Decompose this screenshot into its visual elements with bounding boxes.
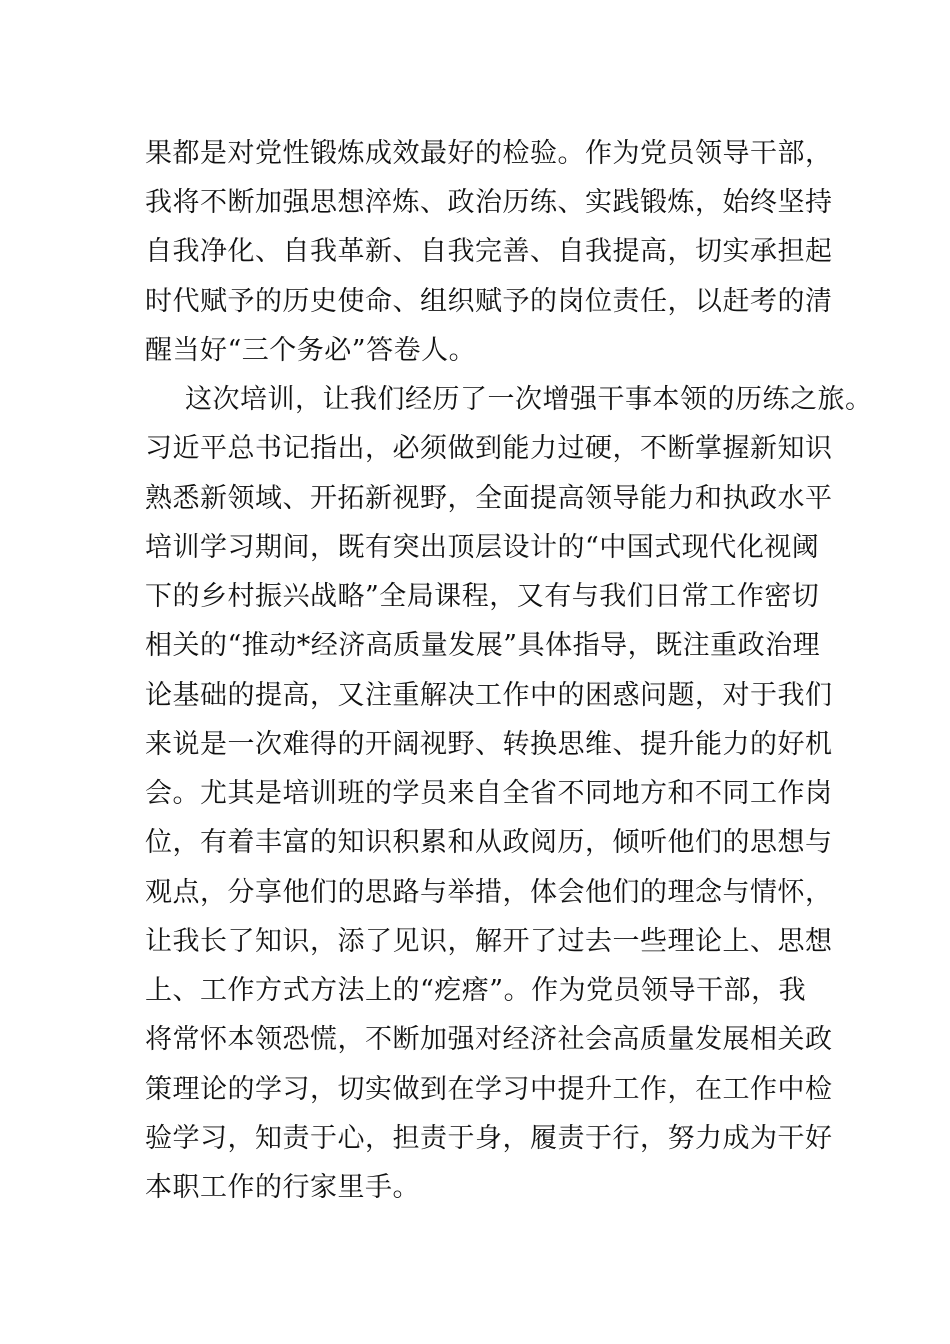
text-line: 本职工作的行家里手。 (145, 1172, 420, 1203)
text-line: 让我长了知识，添了见识，解开了过去一些理论上、思想 (145, 926, 833, 957)
paragraph-first-line: 这次培训，让我们经历了一次增强干事本领的历练之旅。 (185, 384, 873, 415)
text-line: 来说是一次难得的开阔视野、转换思维、提升能力的好机 (145, 729, 833, 760)
text-line: 位，有着丰富的知识积累和从政阅历，倾听他们的思想与 (145, 827, 833, 858)
text-line: 将常怀本领恐慌，不断加强对经济社会高质量发展相关政 (145, 1024, 833, 1055)
text-line: 验学习，知责于心，担责于身，履责于行，努力成为干好 (145, 1123, 833, 1154)
text-line: 自我净化、自我革新、自我完善、自我提高，切实承担起 (145, 236, 833, 267)
text-line: 熟悉新领域、开拓新视野，全面提高领导能力和执政水平 (145, 483, 833, 514)
text-line: 策理论的学习，切实做到在学习中提升工作，在工作中检 (145, 1074, 833, 1105)
text-line: 我将不断加强思想淬炼、政治历练、实践锻炼，始终坚持 (145, 187, 833, 218)
text-line: 上、工作方式方法上的“疙瘩”。作为党员领导干部，我 (145, 975, 807, 1006)
text-line: 培训学习期间，既有突出顶层设计的“中国式现代化视阈 (145, 532, 820, 563)
text-line: 观点，分享他们的思路与举措，体会他们的理念与情怀， (145, 877, 833, 908)
text-line: 时代赋予的历史使命、组织赋予的岗位责任，以赶考的清 (145, 286, 833, 317)
text-line: 醒当好“三个务必”答卷人。 (145, 335, 477, 366)
text-line: 习近平总书记指出，必须做到能力过硬，不断掌握新知识 (145, 433, 833, 464)
text-line: 相关的“推动*经济高质量发展”具体指导，既注重政治理 (145, 630, 821, 661)
text-line: 下的乡村振兴战略”全局课程，又有与我们日常工作密切 (145, 581, 820, 612)
text-line: 会。尤其是培训班的学员来自全省不同地方和不同工作岗 (145, 778, 833, 809)
text-line: 果都是对党性锻炼成效最好的检验。作为党员领导干部， (145, 138, 833, 169)
text-line: 论基础的提高，又注重解决工作中的困惑问题，对于我们 (145, 680, 833, 711)
